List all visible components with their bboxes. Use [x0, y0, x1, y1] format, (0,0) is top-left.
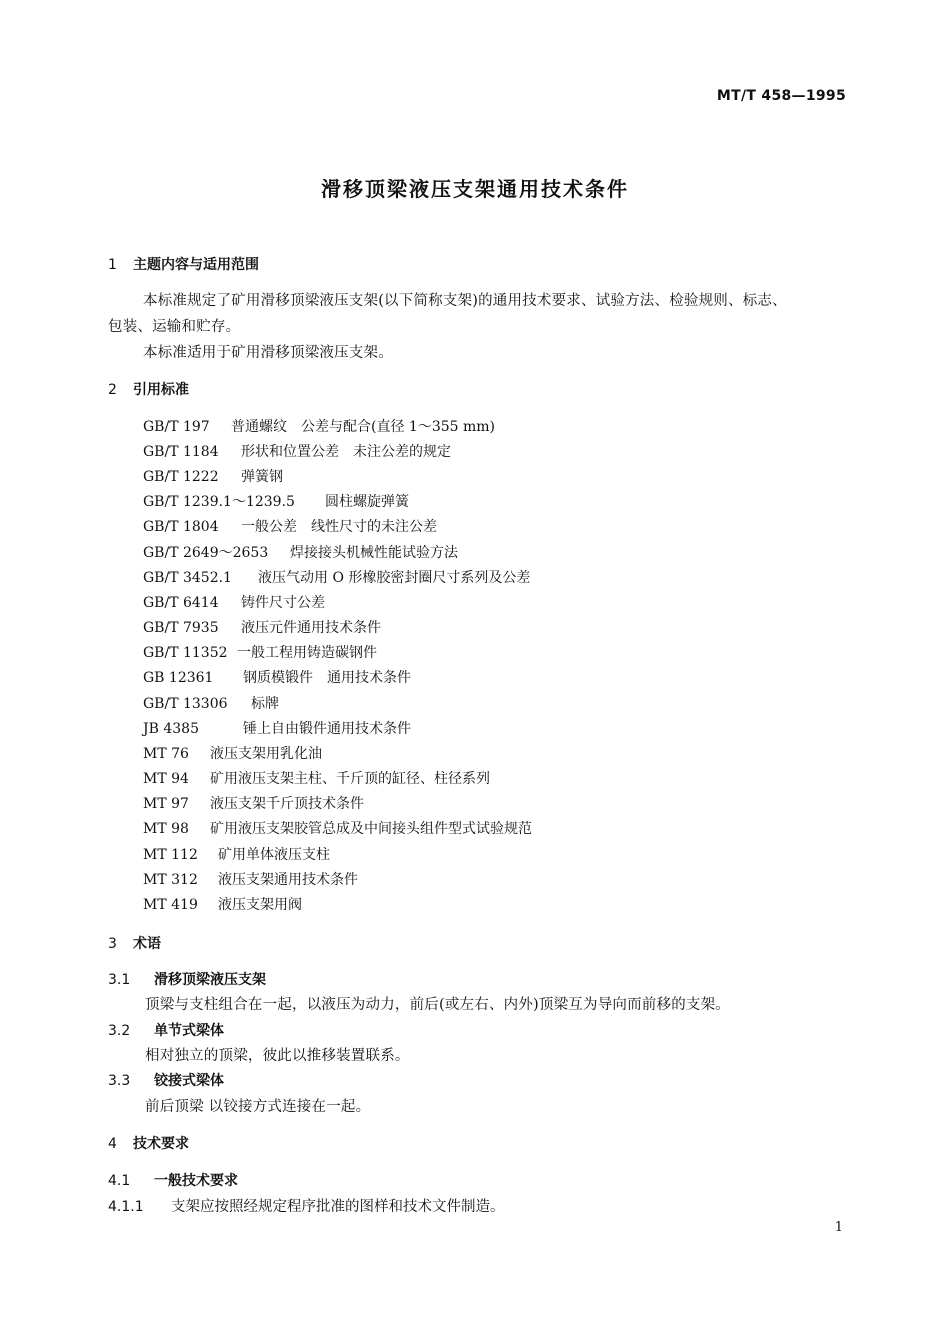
- reference-code: GB/T 1804: [143, 519, 219, 535]
- reference-code: MT 76: [143, 746, 189, 762]
- page-number: 1: [834, 1220, 843, 1235]
- reference-item: [143, 718, 411, 738]
- reference-name: 一般公差 线性尺寸的未注公差: [241, 519, 437, 535]
- reference-item: [143, 768, 490, 788]
- reference-code: GB/T 2649～2653: [143, 545, 269, 561]
- subsection-number: 4.1: [108, 1173, 131, 1189]
- reference-name: 液压支架千斤顶技术条件: [210, 796, 364, 812]
- reference-code: GB/T 3452.1: [143, 570, 232, 586]
- reference-name: 圆柱螺旋弹簧: [325, 494, 409, 510]
- reference-code: GB/T 11352: [143, 645, 228, 661]
- reference-item: [143, 542, 458, 562]
- reference-code: MT 97: [143, 796, 189, 812]
- term-definition: 前后顶梁 以铰接方式连接在一起。: [145, 1099, 371, 1115]
- reference-item: [143, 743, 322, 763]
- reference-item: [143, 894, 302, 914]
- clause-item: [108, 1195, 505, 1216]
- reference-code: GB/T 7935: [143, 620, 219, 636]
- section-number: 3: [108, 936, 117, 952]
- section-title: 技术要求: [133, 1136, 189, 1152]
- reference-name: 液压支架用阀: [218, 897, 302, 913]
- reference-item: [143, 567, 530, 587]
- reference-name: 焊接接头机械性能试验方法: [290, 545, 458, 561]
- reference-name: 液压元件通用技术条件: [241, 620, 381, 636]
- section-number: 1: [108, 257, 117, 273]
- clause-number: 4.1.1: [108, 1199, 144, 1215]
- reference-code: GB/T 1239.1～1239.5: [143, 494, 295, 510]
- term-title: 铰接式梁体: [154, 1073, 224, 1089]
- section-3-heading: [108, 933, 161, 953]
- term-title: 滑移顶梁液压支架: [154, 972, 266, 988]
- term-heading: [108, 1020, 224, 1040]
- paragraph-line: 本标准规定了矿用滑移顶梁液压支架(以下简称支架)的通用技术要求、试验方法、检验规则、标志、: [143, 293, 787, 309]
- reference-name: 液压气动用 O 形橡胶密封圈尺寸系列及公差: [258, 570, 531, 586]
- reference-item: [143, 793, 364, 813]
- term-number: 3.3: [108, 1073, 131, 1089]
- reference-name: 液压支架用乳化油: [210, 746, 322, 762]
- document-title: 滑移顶梁液压支架通用技术条件: [321, 177, 629, 201]
- paragraph-line: 包装、运输和贮存。: [108, 319, 241, 335]
- reference-code: GB 12361: [143, 670, 214, 686]
- reference-item: [143, 466, 283, 486]
- paragraph: 本标准适用于矿用滑移顶梁液压支架。: [143, 345, 393, 361]
- reference-code: GB/T 197: [143, 419, 210, 435]
- reference-item: [143, 818, 532, 838]
- standard-number: MT/T 458—1995: [716, 88, 846, 104]
- reference-item: [143, 693, 279, 713]
- term-heading: [108, 969, 266, 989]
- reference-code: GB/T 1222: [143, 469, 219, 485]
- section-1-heading: [108, 254, 259, 274]
- term-title: 单节式梁体: [154, 1023, 224, 1039]
- term-definition: 相对独立的顶梁，彼此以推移装置联系。: [145, 1048, 410, 1064]
- subsection-title: 一般技术要求: [154, 1173, 238, 1189]
- reference-code: MT 112: [143, 847, 198, 863]
- reference-name: 铸件尺寸公差: [241, 595, 325, 611]
- reference-name: 标牌: [251, 696, 279, 712]
- reference-name: 一般工程用铸造碳钢件: [237, 645, 377, 661]
- reference-name: 液压支架通用技术条件: [218, 872, 358, 888]
- section-title: 引用标准: [133, 382, 189, 398]
- reference-name: 矿用液压支架胶管总成及中间接头组件型式试验规范: [210, 821, 532, 837]
- reference-code: GB/T 1184: [143, 444, 219, 460]
- reference-name: 普通螺纹 公差与配合(直径 1～355 mm): [231, 419, 496, 435]
- term-heading: [108, 1070, 224, 1090]
- reference-item: [143, 617, 381, 637]
- reference-item: [143, 642, 377, 662]
- reference-name: 弹簧钢: [241, 469, 283, 485]
- reference-item: [143, 869, 358, 889]
- reference-item: [143, 441, 451, 461]
- reference-code: MT 98: [143, 821, 189, 837]
- section-2-heading: [108, 379, 189, 399]
- reference-item: [143, 844, 330, 864]
- reference-code: JB 4385: [143, 721, 199, 737]
- reference-code: MT 312: [143, 872, 198, 888]
- section-4-heading: [108, 1133, 189, 1153]
- reference-name: 形状和位置公差 未注公差的规定: [241, 444, 451, 460]
- section-number: 4: [108, 1136, 117, 1152]
- reference-item: [143, 667, 411, 687]
- reference-code: MT 94: [143, 771, 189, 787]
- reference-item: [143, 491, 409, 511]
- reference-code: MT 419: [143, 897, 198, 913]
- section-title: 术语: [133, 936, 161, 952]
- subsection-heading: [108, 1170, 238, 1190]
- reference-name: 矿用单体液压支柱: [218, 847, 330, 863]
- term-definition: 顶梁与支柱组合在一起，以液压为动力，前后(或左右、内外)顶梁互为导向而前移的支架。: [145, 997, 731, 1013]
- section-title: 主题内容与适用范围: [133, 257, 259, 273]
- reference-code: GB/T 13306: [143, 696, 228, 712]
- reference-item: [143, 516, 437, 536]
- reference-name: 矿用液压支架主柱、千斤顶的缸径、柱径系列: [210, 771, 490, 787]
- reference-item: [143, 592, 325, 612]
- clause-text: 支架应按照经规定程序批准的图样和技术文件制造。: [171, 1199, 505, 1215]
- reference-name: 锤上自由锻件通用技术条件: [243, 721, 411, 737]
- term-number: 3.2: [108, 1023, 131, 1039]
- reference-item: [143, 416, 495, 436]
- section-number: 2: [108, 382, 117, 398]
- term-number: 3.1: [108, 972, 131, 988]
- reference-code: GB/T 6414: [143, 595, 219, 611]
- reference-name: 钢质模锻件 通用技术条件: [243, 670, 411, 686]
